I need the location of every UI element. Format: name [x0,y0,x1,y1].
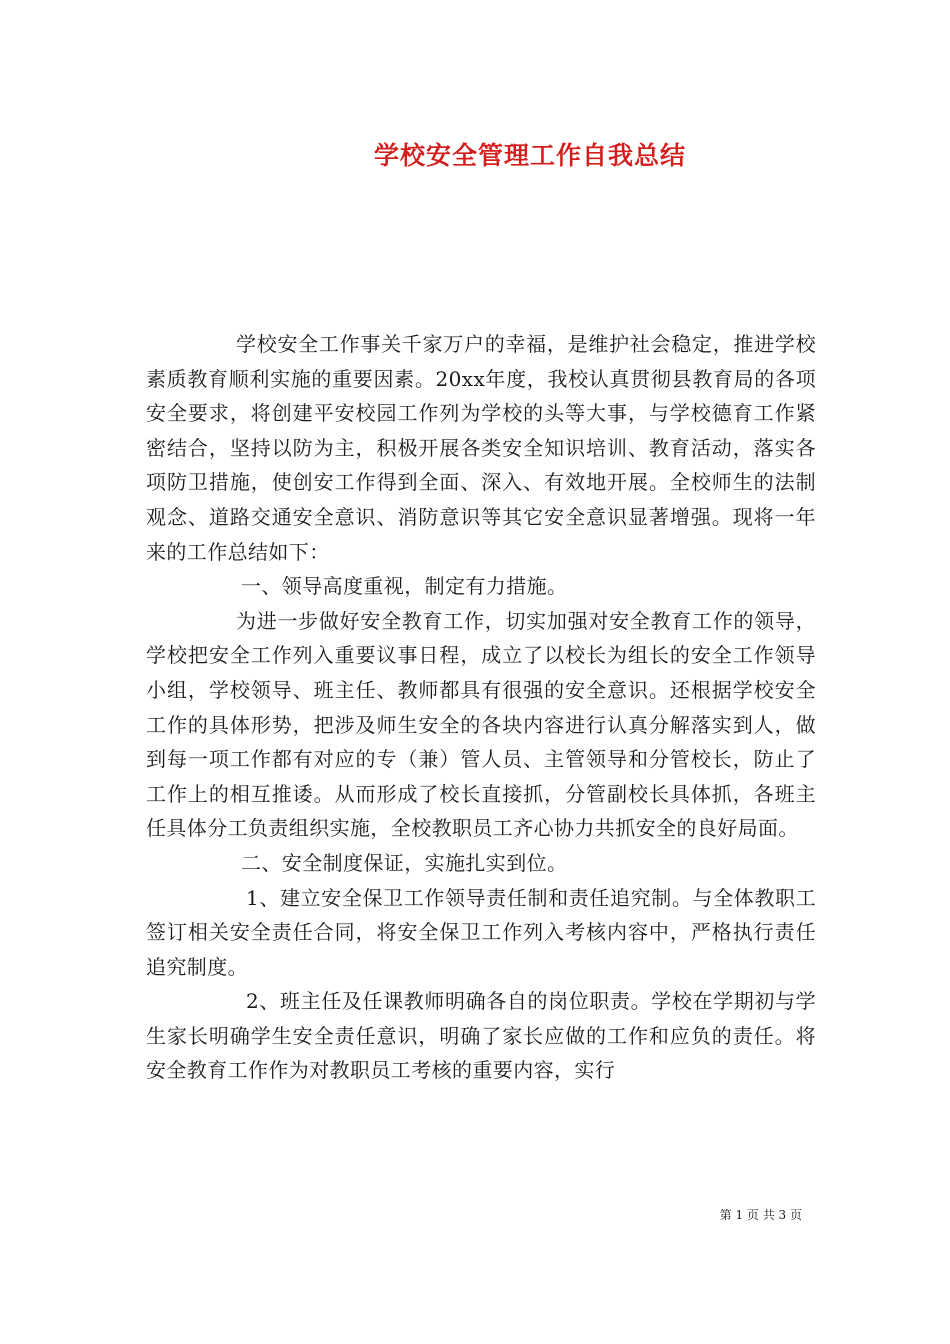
intro-paragraph: 学校安全工作事关千家万户的幸福，是维护社会稳定，推进学校素质教育顺利实施的重要因素。20xx年度，我校认真贯彻县教育局的各项安全要求，将创建平安校园工作列为学校的头等大事，与学校德育工作紧密结合，坚持以防为主，积极开展各类安全知识培训、教育活动，落实各项防卫措施，使创安工作得到全面、深入、有效地开展。全校师生的法制观念、道路交通安全意识、消防意识等其它安全意识显著增强。现将一年来的工作总结如下： [146,332,816,564]
section-2-item-2: 2、班主任及任课教师明确各自的岗位职责。学校在学期初与学生家长明确学生安全责任意识，明确了家长应做的工作和应负的责任。将安全教育工作作为对教职员工考核的重要内容，实行 [146,989,816,1083]
section-1-paragraph: 为进一步做好安全教育工作，切实加强对安全教育工作的领导，学校把安全工作列入重要议事日程，成立了以校长为组长的安全工作领导小组，学校领导、班主任、教师都具有很强的安全意识。还根据学校安全工作的具体形势，把涉及师生安全的各块内容进行认真分解落实到人，做到每一项工作都有对应的专（兼）管人员、主管领导和分管校长，防止了工作上的相互推诿。从而形成了校长直接抓，分管副校长具体抓，各班主任具体分工负责组织实施，全校教职员工齐心协力共抓安全的良好局面。 [146,608,816,841]
section-2-item-1: 1、建立安全保卫工作领导责任制和责任追究制。与全体教职工签订相关安全责任合同，将安全保卫工作列入考核内容中，严格执行责任追究制度。 [146,885,816,979]
document-title: 学校安全管理工作自我总结 [373,141,686,170]
document-body [146,327,816,1088]
section-heading-2: 二、安全制度保证，实施扎实到位。 [241,850,568,875]
page-number: 第 1 页 共 3 页 [719,1208,802,1222]
section-heading-1: 一、领导高度重视，制定有力措施。 [241,574,568,599]
